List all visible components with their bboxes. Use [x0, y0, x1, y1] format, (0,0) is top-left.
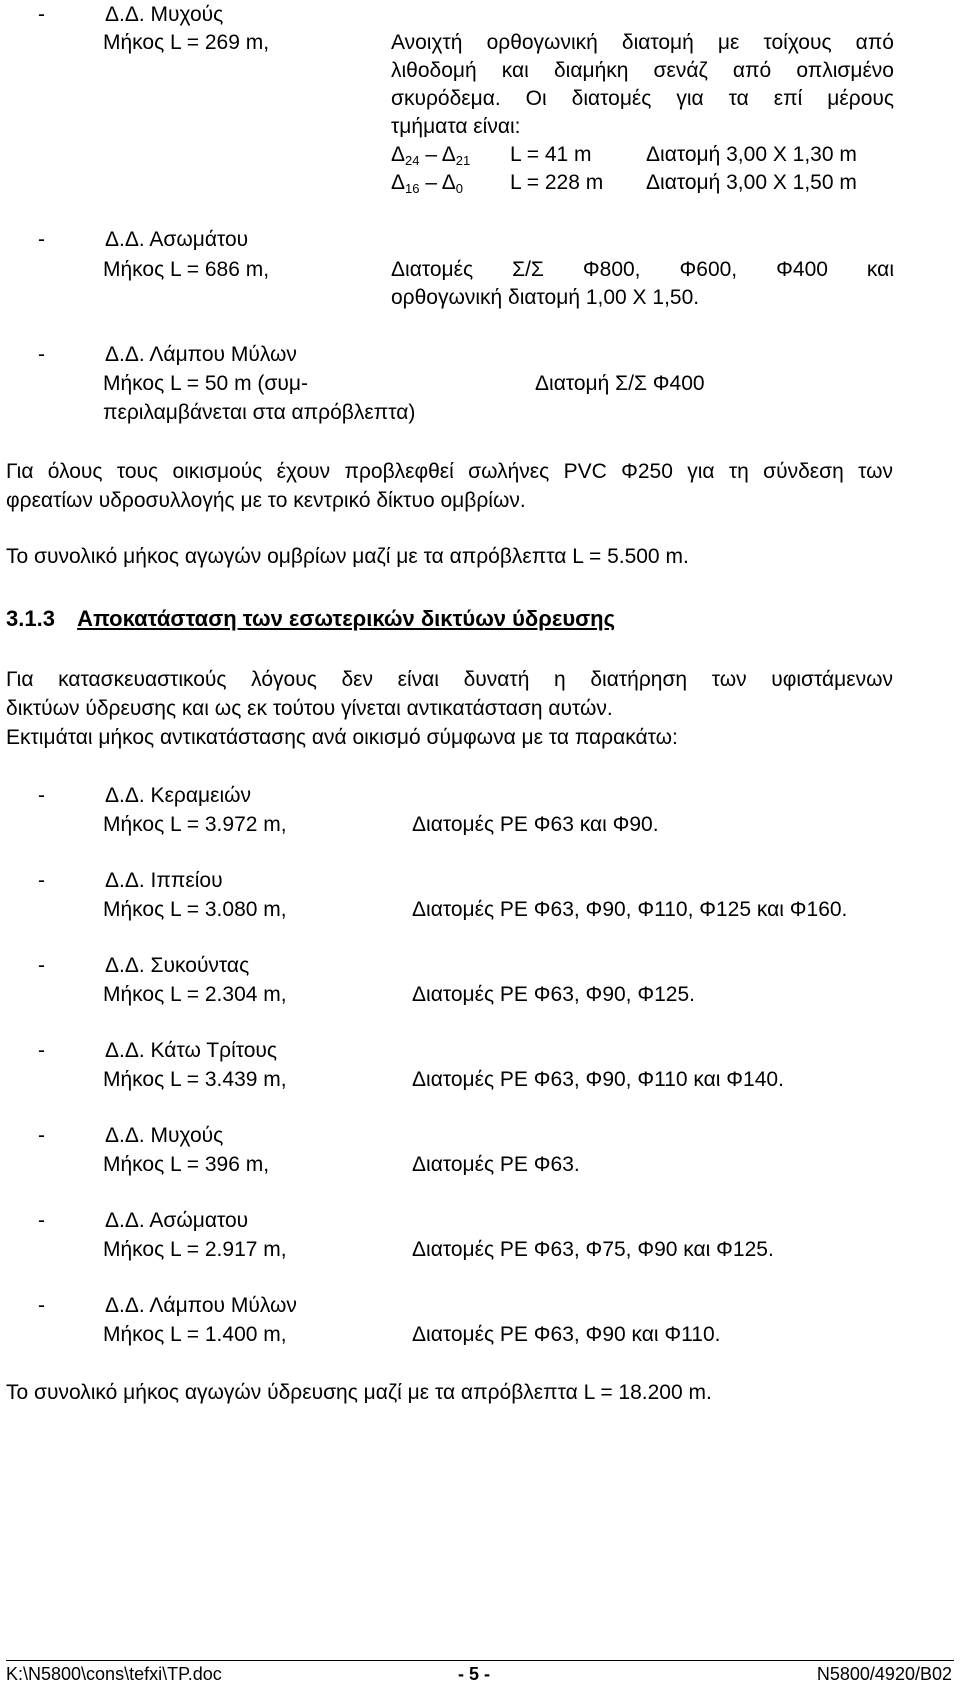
sections-label: Διατομές PE Φ63, Φ75, Φ90 και Φ125. [412, 1238, 774, 1261]
bullet: - [38, 954, 45, 977]
footer-file-path: K:\N5800\cons\tefxi\TP.doc [6, 1664, 222, 1684]
bullet: - [38, 1039, 45, 1062]
settlement-name: Δ.Δ. Κεραμειών [105, 784, 252, 807]
sections-label: Διατομές PE Φ63, Φ90, Φ125. [412, 983, 695, 1006]
sections-label: Διατομές PE Φ63, Φ90, Φ110, Φ125 και Φ160. [412, 898, 848, 921]
description-line: τμήματα είναι: [391, 115, 521, 138]
bullet: - [38, 343, 45, 366]
paragraph-line: δικτύων ύδρευσης και ως εκ τούτου γίνεται αντικατάσταση αυτών. [6, 697, 613, 720]
settlement-name: Δ.Δ. Συκούντας [105, 954, 250, 977]
segment-dash: – [425, 143, 438, 166]
settlement-name: Δ.Δ. Κάτω Τρίτους [105, 1039, 278, 1062]
settlement-name: Δ.Δ. Λάμπου Μύλων [105, 1294, 297, 1317]
bullet: - [38, 1294, 45, 1317]
segment-delta: Δ [441, 143, 456, 166]
length-label: Μήκος L = 2.917 m, [103, 1238, 287, 1261]
sections-label: Διατομές PE Φ63, Φ90 και Φ110. [412, 1323, 721, 1346]
description-line: λιθοδομή και διαμήκη σενάζ από οπλισμένο [391, 59, 894, 82]
segment-index: 16 [405, 181, 420, 196]
footer-page-number: - 5 - [458, 1664, 491, 1684]
segment-section: Διατομή 3,00 Χ 1,50 m [646, 171, 857, 194]
settlement-name: Δ.Δ. Ασώματου [105, 1209, 249, 1232]
segment-index: 21 [455, 153, 471, 168]
settlement-name: Δ.Δ. Μυχούς [105, 3, 224, 26]
sections-label: Διατομές PE Φ63, Φ90, Φ110 και Φ140. [412, 1068, 784, 1091]
settlement-name: Δ.Δ. Λάμπου Μύλων [105, 343, 297, 366]
bullet: - [38, 784, 45, 807]
length-label: Μήκος L = 269 m, [103, 31, 270, 54]
paragraph: Το συνολικό μήκος αγωγών ύδρευσης μαζί με τα απρόβλεπτα L = 18.200 m. [6, 1381, 712, 1404]
footer-doc-code: N5800/4920/B02 [816, 1664, 952, 1684]
length-label: περιλαμβάνεται στα απρόβλεπτα) [103, 401, 416, 424]
segment-delta: Δ [391, 143, 406, 166]
settlement-name: Δ.Δ. Ασωμάτου [105, 228, 249, 251]
section-heading [6, 604, 615, 634]
settlement-name: Δ.Δ. Ιππείου [105, 869, 223, 892]
length-label: Μήκος L = 396 m, [103, 1153, 270, 1176]
paragraph-line: Για όλους τους οικισμούς έχουν προβλεφθεί σωλήνες PVC Φ250 για τη σύνδεση των [6, 460, 893, 483]
sections-label: Διατομές PE Φ63 και Φ90. [412, 813, 659, 836]
bullet: - [38, 1124, 45, 1147]
length-label: Μήκος L = 3.972 m, [103, 813, 287, 836]
segment-index: 24 [405, 153, 420, 168]
paragraph-line: φρεατίων υδροσυλλογής με το κεντρικό δίκτυο ομβρίων. [6, 489, 526, 512]
length-label: Μήκος L = 3.080 m, [103, 898, 287, 921]
description-line: Ανοιχτή ορθογωνική διατομή με τοίχους από [391, 31, 894, 54]
paragraph-line: Για κατασκευαστικούς λόγους δεν είναι δυνατή η διατήρηση των υφιστάμενων [6, 668, 893, 691]
section-title: Αποκατάσταση των εσωτερικών δικτύων ύδρευσης [77, 606, 616, 631]
segment-delta: Δ [391, 171, 406, 194]
length-label: Μήκος L = 1.400 m, [103, 1323, 287, 1346]
length-label: Μήκος L = 50 m (συμ- [103, 372, 308, 395]
segment-delta: Δ [441, 171, 456, 194]
bullet: - [38, 1209, 45, 1232]
segment-index: 0 [455, 181, 463, 196]
bullet: - [38, 228, 45, 251]
sections-label: Διατομές PE Φ63. [412, 1153, 580, 1176]
segment-length: L = 228 m [510, 171, 604, 194]
segment-length: L = 41 m [510, 143, 592, 166]
description-line: Διατομή Σ/Σ Φ400 [535, 372, 705, 395]
segment-row [391, 168, 463, 204]
length-label: Μήκος L = 2.304 m, [103, 983, 287, 1006]
settlement-name: Δ.Δ. Μυχούς [105, 1124, 224, 1147]
segment-dash: – [425, 171, 438, 194]
description-line: Διατομές Σ/Σ Φ800, Φ600, Φ400 και [391, 258, 894, 281]
bullet: - [38, 869, 45, 892]
bullet: - [38, 3, 45, 26]
length-label: Μήκος L = 3.439 m, [103, 1068, 287, 1091]
footer-divider [6, 1660, 954, 1661]
segment-section: Διατομή 3,00 Χ 1,30 m [646, 143, 857, 166]
paragraph: Εκτιμάται μήκος αντικατάστασης ανά οικισμό σύμφωνα με τα παρακάτω: [6, 726, 678, 749]
section-number: 3.1.3 [6, 606, 55, 631]
description-line: ορθογωνική διατομή 1,00 Χ 1,50. [391, 286, 700, 309]
length-label: Μήκος L = 686 m, [103, 258, 270, 281]
description-line: σκυρόδεμα. Οι διατομές για τα επί μέρους [391, 87, 894, 110]
paragraph: Το συνολικό μήκος αγωγών ομβρίων μαζί με τα απρόβλεπτα L = 5.500 m. [6, 545, 689, 568]
